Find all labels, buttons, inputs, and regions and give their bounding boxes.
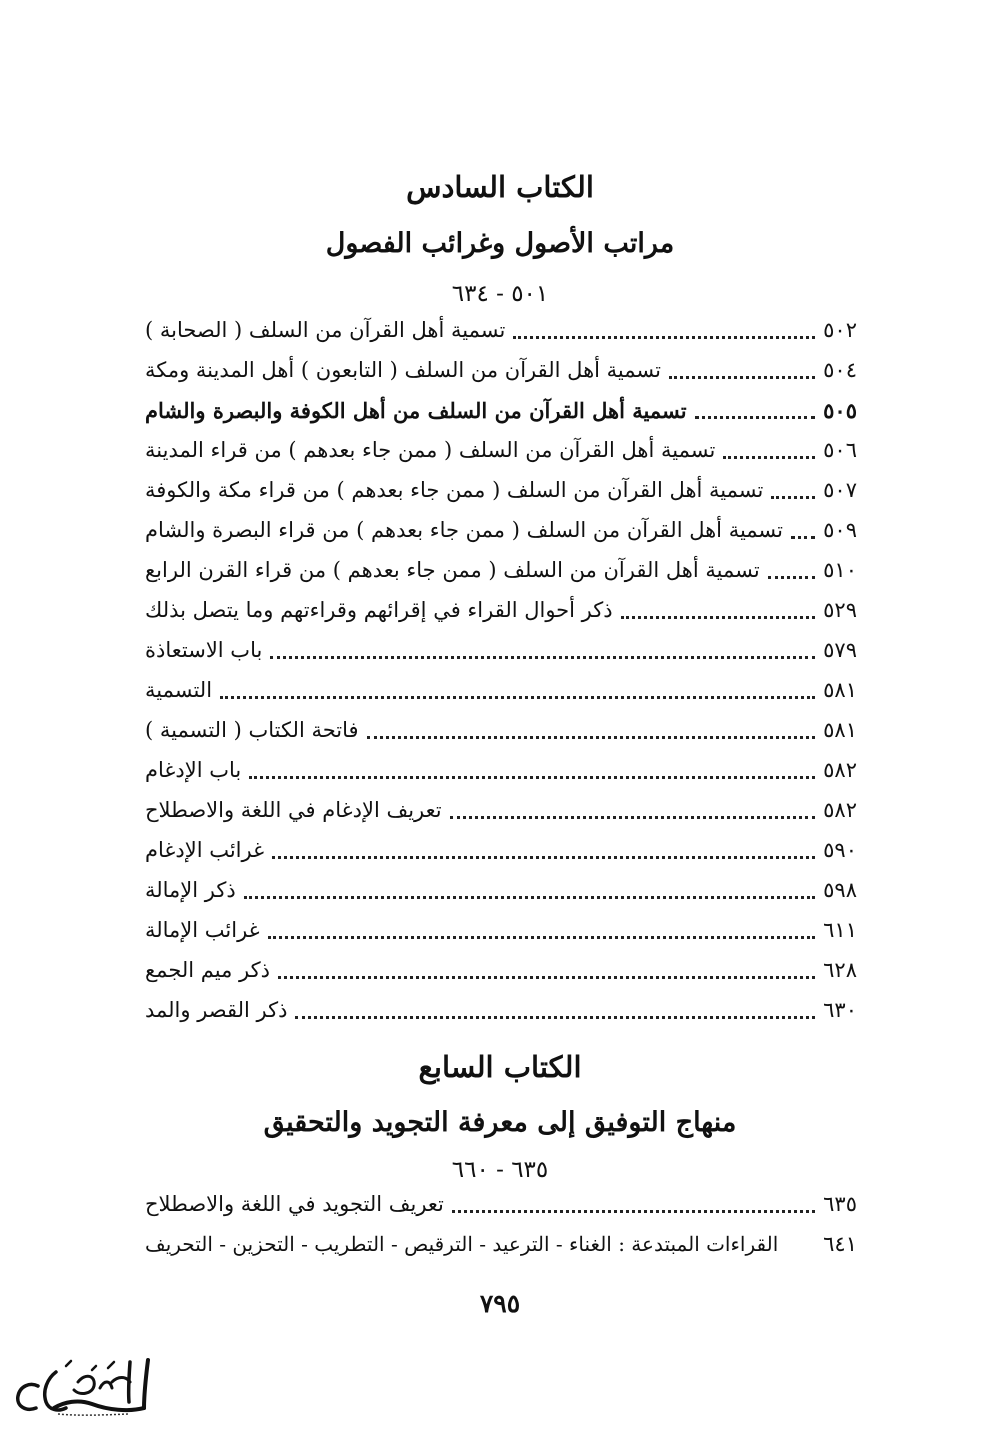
toc-entry <box>145 830 857 870</box>
leader-dots <box>450 816 816 819</box>
leader-dots <box>513 336 815 339</box>
toc-entry <box>145 470 857 510</box>
toc-entry-page: ٥٨٢ <box>823 758 857 782</box>
toc-entry <box>145 1224 857 1264</box>
toc-entry <box>145 550 857 590</box>
toc-entry-title: تسمية أهل القرآن من السلف ( ممن جاء بعدهم ) من قراء البصرة والشام <box>145 518 784 542</box>
toc-entry-title: تعريف التجويد في اللغة والاصطلاح <box>145 1192 444 1216</box>
toc-entry <box>145 870 857 910</box>
leader-dots <box>452 1210 815 1213</box>
book6-title: مراتب الأصول وغرائب الفصول <box>325 228 675 259</box>
toc-entry-title: ذكر أحوال القراء في إقرائهم وقراءتهم وما يتصل بذلك <box>145 598 613 622</box>
leader-dots <box>768 576 815 579</box>
toc-entry-title: تسمية أهل القرآن من السلف من أهل الكوفة والبصرة والشام <box>145 397 687 423</box>
leader-dots <box>268 936 815 939</box>
toc-entry <box>145 910 857 950</box>
toc-entry-title: ذكر ميم الجمع <box>145 958 270 982</box>
toc-entry-title: تسمية أهل القرآن من السلف ( التابعون ) أهل المدينة ومكة <box>145 358 661 382</box>
toc-entry-page: ٥٢٩ <box>823 598 857 622</box>
toc-entry-title: باب الاستعاذة <box>145 638 263 662</box>
toc-entry <box>145 590 857 630</box>
toc-entry <box>145 350 857 390</box>
toc-entry-title: تسمية أهل القرآن من السلف ( ممن جاء بعدهم ) من قراء القرن الرابع <box>145 558 760 582</box>
toc-entry-title: تسمية أهل القرآن من السلف ( ممن جاء بعدهم ) من قراء المدينة <box>145 438 716 462</box>
toc-entry-page: ٦٣٥ <box>823 1192 857 1216</box>
toc-entry-page: ٥٧٩ <box>823 638 857 662</box>
toc-entry <box>145 430 857 470</box>
toc-entry-title: تعريف الإدغام في اللغة والاصطلاح <box>145 798 442 822</box>
toc-entry-title: ذكر الإمالة <box>145 878 236 902</box>
toc-entry-page: ٥٨١ <box>823 678 857 702</box>
toc-entry-page: ٥٠٧ <box>823 478 857 502</box>
toc-entry <box>145 630 857 670</box>
leader-dots <box>367 736 816 739</box>
toc-entry-title: ذكر القصر والمد <box>145 998 288 1022</box>
toc-entry-page: ٥٠٥ <box>823 397 857 423</box>
leader-space <box>782 1250 819 1253</box>
toc-entry-page: ٥١٠ <box>823 558 857 582</box>
toc-entry-page: ٦١١ <box>823 918 857 942</box>
leader-dots <box>244 896 815 899</box>
leader-dots <box>723 456 815 459</box>
toc-entry-title: غرائب الإدغام <box>145 838 265 862</box>
toc-entry-page: ٥٨١ <box>823 718 857 742</box>
leader-dots <box>278 976 815 979</box>
leader-dots <box>270 656 815 659</box>
toc-entry-page: ٦٢٨ <box>823 958 857 982</box>
page-number: ٧٩٥ <box>479 1289 521 1318</box>
toc-entry <box>145 1184 857 1224</box>
toc-entry <box>145 310 857 350</box>
leader-dots <box>220 696 815 699</box>
book7-title: منهاج التوفيق إلى معرفة التجويد والتحقيق <box>263 1107 737 1138</box>
toc-entry <box>145 750 857 790</box>
toc-entry-title: فاتحة الكتاب ( التسمية ) <box>145 718 359 742</box>
book7-heading: الكتاب السابع <box>418 1050 582 1084</box>
toc-entry <box>145 950 857 990</box>
leader-dots <box>771 496 815 499</box>
toc-entry-page: ٥٩٨ <box>823 878 857 902</box>
toc-entry-page: ٥٠٩ <box>823 518 857 542</box>
toc-entry-page: ٥٠٦ <box>823 438 857 462</box>
toc-entry-page: ٥٩٠ <box>823 838 857 862</box>
leader-dots <box>669 376 815 379</box>
book7-page-range: ٦٣٥ - ٦٦٠ <box>451 1157 549 1183</box>
leader-dots <box>249 776 815 779</box>
toc-entry <box>145 390 857 430</box>
toc-entry-title: تسمية أهل القرآن من السلف ( ممن جاء بعدهم ) من قراء مكة والكوفة <box>145 478 764 502</box>
toc-entry <box>145 710 857 750</box>
toc-entry-page: ٥٨٢ <box>823 798 857 822</box>
toc-entry-title: القراءات المبتدعة : الغناء - الترعيد - الترقيص - التطريب - التحزين - التحريف <box>145 1232 779 1256</box>
leader-dots <box>621 616 816 619</box>
leader-dots <box>791 536 815 539</box>
toc-entry-page: ٥٠٢ <box>823 318 857 342</box>
toc-entry-title: باب الإدغام <box>145 758 242 782</box>
toc-entry-title: غرائب الإمالة <box>145 918 260 942</box>
toc-entry <box>145 670 857 710</box>
book6-page-range: ٥٠١ - ٦٣٤ <box>451 281 549 307</box>
toc-entry-page: ٦٣٠ <box>823 998 857 1022</box>
toc-entry-page: ٦٤١ <box>823 1232 857 1256</box>
leader-dots <box>695 416 816 419</box>
toc-entry <box>145 510 857 550</box>
calligraphy-stamp-logo <box>8 1352 158 1420</box>
toc-entry-page: ٥٠٤ <box>823 358 857 382</box>
toc-entry <box>145 790 857 830</box>
leader-dots <box>295 1016 815 1019</box>
toc-entry-title: تسمية أهل القرآن من السلف ( الصحابة ) <box>145 318 506 342</box>
toc-entry <box>145 990 857 1030</box>
book6-heading: الكتاب السادس <box>406 170 594 204</box>
toc-entry-title: التسمية <box>145 678 213 702</box>
leader-dots <box>272 856 815 859</box>
